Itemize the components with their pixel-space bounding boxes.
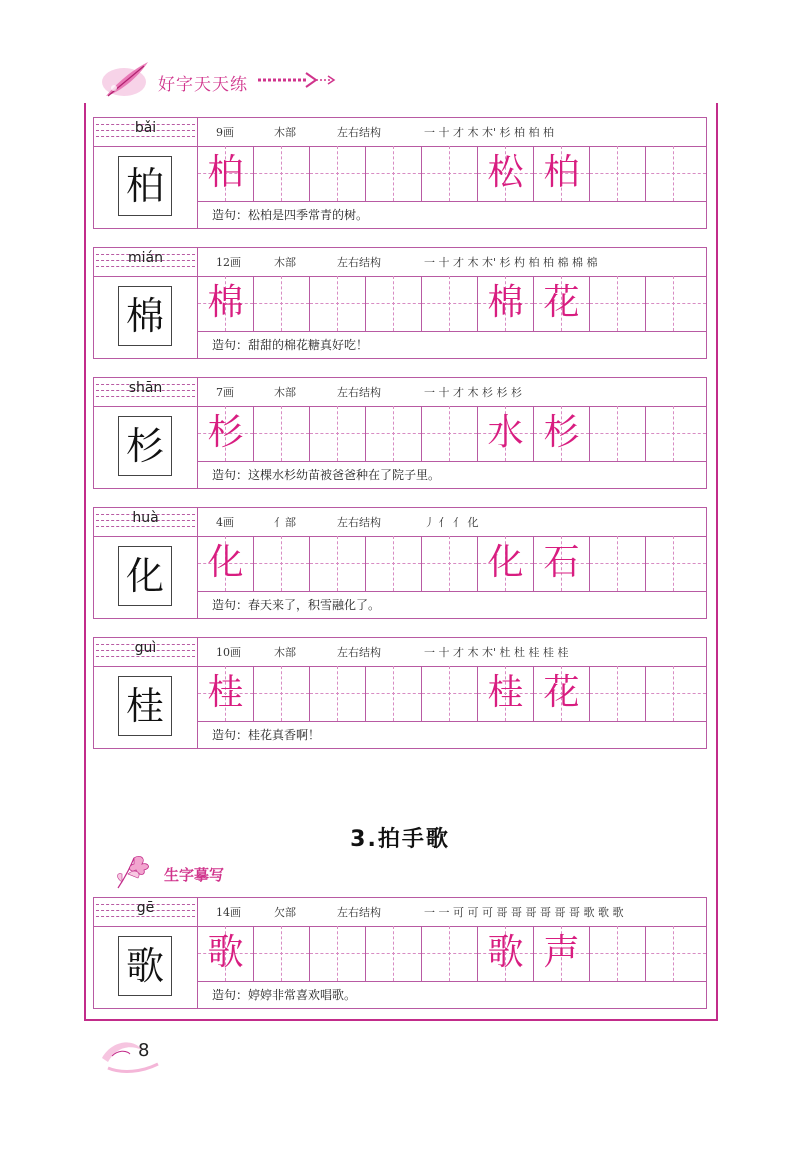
model-character-box xyxy=(118,156,172,216)
strokes-label: 4画 xyxy=(216,516,234,529)
radical-label: 木部 xyxy=(274,256,296,269)
pinyin: mián xyxy=(128,250,163,266)
practice-cell[interactable] xyxy=(366,536,422,591)
trace-character: 歌 xyxy=(207,932,244,973)
cell-guide-horizontal xyxy=(422,693,477,694)
cell-guide-horizontal xyxy=(422,303,477,304)
stroke-order-label: 一 十 才 木 木' 杉 柏 柏 柏 xyxy=(424,126,554,139)
cell-guide-horizontal xyxy=(422,173,477,174)
cell-guide-horizontal xyxy=(646,303,706,304)
trace-character: 花 xyxy=(543,672,580,713)
example-sentence: 造句：松柏是四季常青的树。 xyxy=(212,208,369,222)
practice-cell[interactable] xyxy=(254,406,310,461)
page-number-badge xyxy=(98,1028,168,1078)
cell-guide-horizontal xyxy=(646,693,706,694)
pinyin-guide-line xyxy=(96,526,195,527)
radical-label: 亻部 xyxy=(274,516,296,529)
practice-cell[interactable] xyxy=(366,666,422,721)
card-info-row xyxy=(94,508,706,537)
practice-cell[interactable] xyxy=(366,926,422,981)
character-card xyxy=(93,247,707,359)
model-character: 棉 xyxy=(125,294,164,338)
stroke-order-label: 一 十 才 木 木' 杉 杓 柏 柏 棉 棉 棉 xyxy=(424,256,598,269)
cell-guide-horizontal xyxy=(310,303,365,304)
practice-cell[interactable] xyxy=(310,536,366,591)
practice-cell[interactable] xyxy=(534,276,590,331)
cell-guide-horizontal xyxy=(366,563,421,564)
model-character-box xyxy=(118,936,172,996)
example-sentence: 造句：这棵水杉幼苗被爸爸种在了院子里。 xyxy=(212,468,441,482)
practice-grid xyxy=(198,536,706,592)
page-frame-left xyxy=(84,103,86,1021)
pinyin-guide-line xyxy=(96,396,195,397)
quill-pen-icon xyxy=(100,58,152,100)
model-character-cell xyxy=(94,536,198,618)
practice-cell[interactable] xyxy=(198,926,254,981)
model-character-box xyxy=(118,676,172,736)
cell-guide-horizontal xyxy=(254,563,309,564)
trace-character: 柏 xyxy=(207,152,244,193)
practice-cell[interactable] xyxy=(254,666,310,721)
practice-cell[interactable] xyxy=(422,536,478,591)
practice-cell[interactable] xyxy=(590,536,646,591)
pinyin-guide-line xyxy=(96,136,195,137)
practice-cell[interactable] xyxy=(534,536,590,591)
practice-cell[interactable] xyxy=(198,536,254,591)
practice-cell[interactable] xyxy=(198,276,254,331)
model-character-cell xyxy=(94,926,198,1008)
character-card xyxy=(93,117,707,229)
strokes-label: 9画 xyxy=(216,126,234,139)
trace-character: 桂 xyxy=(487,672,524,713)
practice-cell[interactable] xyxy=(590,666,646,721)
practice-cell[interactable] xyxy=(646,536,706,591)
cell-guide-horizontal xyxy=(590,433,645,434)
radical-label: 木部 xyxy=(274,646,296,659)
cell-guide-horizontal xyxy=(646,433,706,434)
strokes-label: 12画 xyxy=(216,256,241,269)
practice-cell[interactable] xyxy=(310,406,366,461)
practice-cell[interactable] xyxy=(366,406,422,461)
trace-character: 化 xyxy=(487,542,524,583)
cell-guide-horizontal xyxy=(310,693,365,694)
practice-cell[interactable] xyxy=(422,276,478,331)
flower-icon xyxy=(112,852,162,892)
model-character: 化 xyxy=(125,554,164,598)
page-header xyxy=(100,58,500,100)
practice-cell[interactable] xyxy=(478,406,534,461)
cell-guide-horizontal xyxy=(254,953,309,954)
practice-cell[interactable] xyxy=(310,146,366,201)
practice-grid xyxy=(198,276,706,332)
practice-cell[interactable] xyxy=(198,146,254,201)
trace-character: 花 xyxy=(543,282,580,323)
trace-character: 杉 xyxy=(543,412,580,453)
model-character: 桂 xyxy=(125,684,164,728)
stroke-order-label: 一 十 才 木 木' 杜 杜 桂 桂 桂 xyxy=(424,646,569,659)
radical-label: 欠部 xyxy=(274,906,296,919)
trace-character: 石 xyxy=(543,542,580,583)
dotted-arrow-icon xyxy=(256,68,336,92)
practice-cell[interactable] xyxy=(422,666,478,721)
practice-cell[interactable] xyxy=(422,146,478,201)
cell-guide-horizontal xyxy=(590,693,645,694)
cell-guide-horizontal xyxy=(366,433,421,434)
cell-guide-horizontal xyxy=(590,953,645,954)
section-title: 生字摹写 xyxy=(164,866,225,884)
practice-cell[interactable] xyxy=(534,406,590,461)
trace-character: 松 xyxy=(487,152,524,193)
trace-character: 棉 xyxy=(207,282,244,323)
radical-label: 木部 xyxy=(274,126,296,139)
cell-guide-horizontal xyxy=(366,173,421,174)
practice-grid xyxy=(198,926,706,982)
trace-character: 化 xyxy=(207,542,244,583)
practice-cell[interactable] xyxy=(646,666,706,721)
cell-guide-horizontal xyxy=(254,433,309,434)
pinyin: shān xyxy=(128,380,163,396)
model-character-cell xyxy=(94,276,198,358)
model-character-cell xyxy=(94,406,198,488)
model-character-cell xyxy=(94,666,198,748)
example-sentence: 造句：春天来了，积雪融化了。 xyxy=(212,598,381,612)
practice-cell[interactable] xyxy=(534,926,590,981)
page-frame-right xyxy=(716,103,718,1021)
practice-cell[interactable] xyxy=(310,276,366,331)
practice-cell[interactable] xyxy=(254,146,310,201)
example-sentence: 造句：婷婷非常喜欢唱歌。 xyxy=(212,988,357,1002)
stroke-order-label: 一 十 才 木 杉 杉 杉 xyxy=(424,386,522,399)
practice-cell[interactable] xyxy=(590,146,646,201)
practice-cell[interactable] xyxy=(254,276,310,331)
cell-guide-horizontal xyxy=(310,173,365,174)
trace-character: 声 xyxy=(543,932,580,973)
cell-guide-horizontal xyxy=(646,173,706,174)
cell-guide-horizontal xyxy=(310,563,365,564)
example-sentence: 造句：桂花真香啊！ xyxy=(212,728,321,742)
cell-guide-horizontal xyxy=(254,173,309,174)
practice-cell[interactable] xyxy=(478,276,534,331)
practice-cell[interactable] xyxy=(646,406,706,461)
pinyin: guì xyxy=(134,640,157,656)
cell-guide-horizontal xyxy=(590,173,645,174)
practice-cell[interactable] xyxy=(590,406,646,461)
card-info-row xyxy=(94,118,706,147)
strokes-label: 10画 xyxy=(216,646,241,659)
practice-cell[interactable] xyxy=(254,926,310,981)
practice-cell[interactable] xyxy=(478,536,534,591)
pinyin: huà xyxy=(132,510,159,526)
practice-cell[interactable] xyxy=(534,146,590,201)
practice-grid xyxy=(198,666,706,722)
pinyin-box xyxy=(94,898,198,926)
character-card xyxy=(93,377,707,489)
stroke-order-label: 一 一 可 可 可 哥 哥 哥 哥 哥 哥 歌 歌 歌 xyxy=(424,906,624,919)
strokes-label: 14画 xyxy=(216,906,241,919)
cell-guide-horizontal xyxy=(422,563,477,564)
practice-cell[interactable] xyxy=(478,146,534,201)
practice-cell[interactable] xyxy=(646,276,706,331)
cell-guide-horizontal xyxy=(422,953,477,954)
practice-cell[interactable] xyxy=(646,926,706,981)
radical-label: 木部 xyxy=(274,386,296,399)
page-frame-bottom xyxy=(84,1019,718,1021)
pinyin-guide-line xyxy=(96,656,195,657)
practice-cell[interactable] xyxy=(534,666,590,721)
pinyin-box xyxy=(94,118,198,146)
header-title: 好字天天练 xyxy=(158,75,248,95)
trace-character: 桂 xyxy=(207,672,244,713)
section-heading xyxy=(112,852,272,892)
trace-character: 水 xyxy=(487,412,524,453)
cell-guide-horizontal xyxy=(366,303,421,304)
model-character-box xyxy=(118,416,172,476)
character-card xyxy=(93,897,707,1009)
model-character-box xyxy=(118,286,172,346)
trace-character: 杉 xyxy=(207,412,244,453)
stroke-order-label: 丿 亻 亻 化 xyxy=(424,516,479,529)
card-info-row xyxy=(94,248,706,277)
practice-cell[interactable] xyxy=(310,666,366,721)
character-card xyxy=(93,637,707,749)
practice-cell[interactable] xyxy=(198,666,254,721)
practice-cell[interactable] xyxy=(478,666,534,721)
leaf-swirl-icon xyxy=(98,1028,168,1078)
structure-label: 左右结构 xyxy=(337,516,381,529)
cell-guide-horizontal xyxy=(310,433,365,434)
model-character-box xyxy=(118,546,172,606)
structure-label: 左右结构 xyxy=(337,256,381,269)
cell-guide-horizontal xyxy=(254,693,309,694)
card-info-row xyxy=(94,378,706,407)
example-sentence: 造句：甜甜的棉花糖真好吃！ xyxy=(212,338,369,352)
practice-cell[interactable] xyxy=(310,926,366,981)
cell-guide-horizontal xyxy=(422,433,477,434)
pinyin-guide-line xyxy=(96,916,195,917)
practice-cell[interactable] xyxy=(198,406,254,461)
practice-cell[interactable] xyxy=(478,926,534,981)
pinyin-box xyxy=(94,638,198,666)
page-number: 8 xyxy=(138,1040,150,1061)
cell-guide-horizontal xyxy=(646,563,706,564)
lesson-title: 3.拍手歌 xyxy=(350,827,450,852)
trace-character: 棉 xyxy=(487,282,524,323)
practice-cell[interactable] xyxy=(590,926,646,981)
pinyin-guide-line xyxy=(96,266,195,267)
cell-guide-horizontal xyxy=(590,563,645,564)
pinyin-box xyxy=(94,508,198,536)
cell-guide-horizontal xyxy=(366,693,421,694)
card-info-row xyxy=(94,898,706,927)
practice-cell[interactable] xyxy=(422,926,478,981)
model-character: 歌 xyxy=(125,944,164,988)
cell-guide-horizontal xyxy=(254,303,309,304)
strokes-label: 7画 xyxy=(216,386,234,399)
model-character: 柏 xyxy=(125,164,164,208)
structure-label: 左右结构 xyxy=(337,906,381,919)
cell-guide-horizontal xyxy=(310,953,365,954)
trace-character: 柏 xyxy=(543,152,580,193)
practice-grid xyxy=(198,146,706,202)
pinyin-box xyxy=(94,248,198,276)
practice-cell[interactable] xyxy=(422,406,478,461)
cell-guide-horizontal xyxy=(366,953,421,954)
pinyin-box xyxy=(94,378,198,406)
pinyin: bǎi xyxy=(134,120,157,136)
structure-label: 左右结构 xyxy=(337,386,381,399)
structure-label: 左右结构 xyxy=(337,646,381,659)
practice-cell[interactable] xyxy=(366,146,422,201)
practice-cell[interactable] xyxy=(646,146,706,201)
cell-guide-horizontal xyxy=(646,953,706,954)
pinyin: gē xyxy=(136,900,155,916)
practice-cell[interactable] xyxy=(366,276,422,331)
practice-cell[interactable] xyxy=(254,536,310,591)
character-card xyxy=(93,507,707,619)
model-character: 杉 xyxy=(125,424,164,468)
practice-grid xyxy=(198,406,706,462)
model-character-cell xyxy=(94,146,198,228)
practice-cell[interactable] xyxy=(590,276,646,331)
trace-character: 歌 xyxy=(487,932,524,973)
cell-guide-horizontal xyxy=(590,303,645,304)
card-info-row xyxy=(94,638,706,667)
structure-label: 左右结构 xyxy=(337,126,381,139)
